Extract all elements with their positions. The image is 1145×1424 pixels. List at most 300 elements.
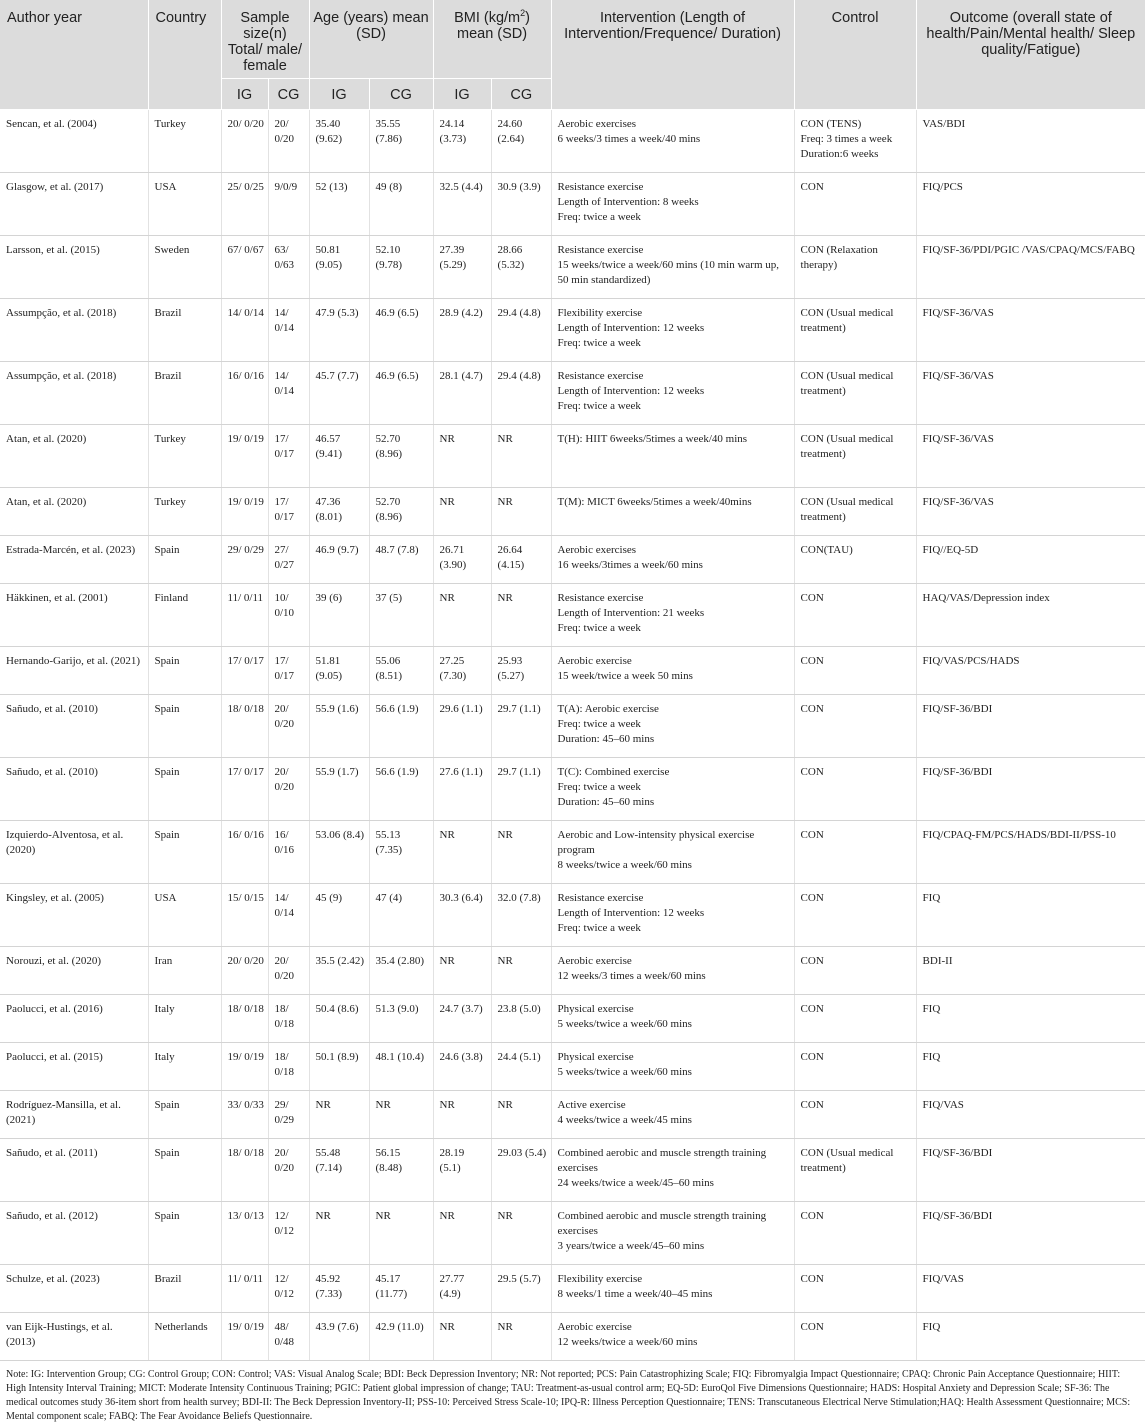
- intervention-line: Active exercise: [557, 1099, 626, 1111]
- age-ig-cell: 43.9 (7.6): [309, 1313, 369, 1361]
- sample-ig-cell: 18/ 0/18: [221, 1139, 268, 1202]
- intervention-line: Length of Intervention: 21 weeks: [557, 607, 705, 619]
- bmi-ig-cell: 32.5 (4.4): [433, 173, 491, 236]
- age-cg-cell: 46.9 (6.5): [369, 299, 433, 362]
- author-year-cell: Paolucci, et al. (2016): [0, 995, 148, 1043]
- control-line: CON: [800, 1099, 824, 1111]
- author-year-cell: Häkkinen, et al. (2001): [0, 584, 148, 647]
- intervention-line: T(H): HIIT 6weeks/5times a week/40 mins: [557, 433, 748, 445]
- country-cell: Turkey: [148, 488, 221, 536]
- table-row: [0, 425, 1145, 488]
- intervention-line: 5 weeks/twice a week/60 mins: [557, 1018, 692, 1030]
- header-sample-cg: CG: [268, 79, 309, 110]
- sample-ig-cell: 15/ 0/15: [221, 884, 268, 947]
- sample-ig-cell: 19/ 0/19: [221, 1313, 268, 1361]
- control-cell: [794, 362, 916, 425]
- author-year-cell: Kingsley, et al. (2005): [0, 884, 148, 947]
- control-cell: [794, 1139, 916, 1202]
- intervention-line: 8 weeks/twice a week/60 mins: [557, 859, 692, 871]
- table-row: [0, 1091, 1145, 1139]
- control-cell: [794, 758, 916, 821]
- sample-ig-cell: 19/ 0/19: [221, 1043, 268, 1091]
- age-cg-cell: NR: [369, 1091, 433, 1139]
- age-ig-cell: 35.40 (9.62): [309, 110, 369, 173]
- sample-cg-cell: 17/ 0/17: [268, 488, 309, 536]
- bmi-cg-cell: 30.9 (3.9): [491, 173, 551, 236]
- intervention-cell: [551, 584, 794, 647]
- bmi-ig-cell: 28.1 (4.7): [433, 362, 491, 425]
- table-header: [0, 0, 1145, 110]
- outcome-cell: FIQ/VAS/PCS/HADS: [916, 647, 1145, 695]
- sample-cg-cell: 10/ 0/10: [268, 584, 309, 647]
- age-cg-cell: 46.9 (6.5): [369, 362, 433, 425]
- age-ig-cell: 55.48 (7.14): [309, 1139, 369, 1202]
- bmi-cg-cell: 28.66 (5.32): [491, 236, 551, 299]
- bmi-cg-cell: NR: [491, 488, 551, 536]
- intervention-cell: [551, 173, 794, 236]
- intervention-line: Physical exercise: [557, 1051, 634, 1063]
- intervention-cell: [551, 299, 794, 362]
- sample-ig-cell: 16/ 0/16: [221, 362, 268, 425]
- control-cell: [794, 1091, 916, 1139]
- control-line: CON: [800, 1210, 824, 1222]
- control-cell: [794, 536, 916, 584]
- table-row: [0, 488, 1145, 536]
- bmi-ig-cell: 27.25 (7.30): [433, 647, 491, 695]
- age-cg-cell: NR: [369, 1202, 433, 1265]
- table-row: [0, 947, 1145, 995]
- country-cell: Spain: [148, 1202, 221, 1265]
- header-bmi-cg: CG: [491, 79, 551, 110]
- sample-cg-cell: 12/ 0/12: [268, 1265, 309, 1313]
- intervention-line: Length of Intervention: 12 weeks: [557, 907, 705, 919]
- age-cg-cell: 45.17 (11.77): [369, 1265, 433, 1313]
- bmi-cg-cell: 32.0 (7.8): [491, 884, 551, 947]
- country-cell: Turkey: [148, 425, 221, 488]
- age-ig-cell: 50.81 (9.05): [309, 236, 369, 299]
- age-ig-cell: 45 (9): [309, 884, 369, 947]
- author-year-cell: Schulze, et al. (2023): [0, 1265, 148, 1313]
- country-cell: USA: [148, 884, 221, 947]
- header-age: Age (years) mean (SD): [309, 0, 433, 79]
- table-row: [0, 695, 1145, 758]
- table-body: [0, 110, 1145, 1361]
- bmi-ig-cell: NR: [433, 1202, 491, 1265]
- country-cell: Brazil: [148, 1265, 221, 1313]
- age-cg-cell: 51.3 (9.0): [369, 995, 433, 1043]
- control-line: CON: [800, 1321, 824, 1333]
- bmi-ig-cell: NR: [433, 821, 491, 884]
- age-ig-cell: 55.9 (1.7): [309, 758, 369, 821]
- control-line: CON: [800, 829, 824, 841]
- bmi-ig-cell: 27.6 (1.1): [433, 758, 491, 821]
- country-cell: Spain: [148, 695, 221, 758]
- intervention-cell: [551, 1139, 794, 1202]
- author-year-cell: Estrada-Marcén, et al. (2023): [0, 536, 148, 584]
- table-row: [0, 299, 1145, 362]
- sample-ig-cell: 25/ 0/25: [221, 173, 268, 236]
- sample-ig-cell: 29/ 0/29: [221, 536, 268, 584]
- outcome-cell: FIQ: [916, 995, 1145, 1043]
- country-cell: Spain: [148, 821, 221, 884]
- intervention-line: 12 weeks/twice a week/60 mins: [557, 1336, 698, 1348]
- intervention-line: Aerobic exercise: [557, 655, 632, 667]
- sample-ig-cell: 19/ 0/19: [221, 425, 268, 488]
- bmi-ig-cell: NR: [433, 1091, 491, 1139]
- bmi-cg-cell: 29.4 (4.8): [491, 362, 551, 425]
- intervention-line: 24 weeks/twice a week/45–60 mins: [557, 1177, 714, 1189]
- bmi-ig-cell: NR: [433, 947, 491, 995]
- age-ig-cell: 52 (13): [309, 173, 369, 236]
- intervention-line: Resistance exercise: [557, 181, 644, 193]
- sample-ig-cell: 19/ 0/19: [221, 488, 268, 536]
- age-cg-cell: 49 (8): [369, 173, 433, 236]
- age-cg-cell: 55.13 (7.35): [369, 821, 433, 884]
- age-ig-cell: NR: [309, 1091, 369, 1139]
- table-row: [0, 1043, 1145, 1091]
- age-cg-cell: 37 (5): [369, 584, 433, 647]
- control-cell: [794, 425, 916, 488]
- author-year-cell: Sañudo, et al. (2010): [0, 695, 148, 758]
- table-row: [0, 110, 1145, 173]
- bmi-cg-cell: NR: [491, 821, 551, 884]
- author-year-cell: Izquierdo-Alventosa, et al. (2020): [0, 821, 148, 884]
- bmi-ig-cell: 30.3 (6.4): [433, 884, 491, 947]
- bmi-cg-cell: 29.03 (5.4): [491, 1139, 551, 1202]
- bmi-cg-cell: 29.5 (5.7): [491, 1265, 551, 1313]
- bmi-cg-cell: 29.7 (1.1): [491, 758, 551, 821]
- control-line: CON: [800, 955, 824, 967]
- intervention-cell: [551, 695, 794, 758]
- outcome-cell: FIQ//EQ-5D: [916, 536, 1145, 584]
- sample-ig-cell: 11/ 0/11: [221, 584, 268, 647]
- sample-cg-cell: 20/ 0/20: [268, 947, 309, 995]
- intervention-line: 8 weeks/1 time a week/40–45 mins: [557, 1288, 713, 1300]
- intervention-line: Freq: twice a week: [557, 781, 641, 793]
- author-year-cell: Larsson, et al. (2015): [0, 236, 148, 299]
- intervention-line: Freq: twice a week: [557, 400, 641, 412]
- intervention-line: Aerobic exercises: [557, 544, 637, 556]
- intervention-line: Length of Intervention: 8 weeks: [557, 196, 699, 208]
- sample-cg-cell: 20/ 0/20: [268, 1139, 309, 1202]
- intervention-cell: [551, 1202, 794, 1265]
- control-cell: [794, 236, 916, 299]
- intervention-line: Freq: twice a week: [557, 622, 641, 634]
- intervention-cell: [551, 947, 794, 995]
- country-cell: USA: [148, 173, 221, 236]
- age-ig-cell: 45.7 (7.7): [309, 362, 369, 425]
- author-year-cell: Sañudo, et al. (2011): [0, 1139, 148, 1202]
- outcome-cell: FIQ/SF-36/BDI: [916, 695, 1145, 758]
- bmi-ig-cell: NR: [433, 488, 491, 536]
- age-cg-cell: 56.15 (8.48): [369, 1139, 433, 1202]
- outcome-cell: FIQ/SF-36/PDI/PGIC /VAS/CPAQ/MCS/FABQ: [916, 236, 1145, 299]
- intervention-cell: [551, 488, 794, 536]
- author-year-cell: Glasgow, et al. (2017): [0, 173, 148, 236]
- age-cg-cell: 56.6 (1.9): [369, 695, 433, 758]
- age-cg-cell: 47 (4): [369, 884, 433, 947]
- sample-cg-cell: 14/ 0/14: [268, 884, 309, 947]
- bmi-cg-cell: 26.64 (4.15): [491, 536, 551, 584]
- intervention-line: Aerobic and Low-intensity physical exercise program: [557, 829, 755, 856]
- bmi-ig-cell: NR: [433, 1313, 491, 1361]
- age-ig-cell: NR: [309, 1202, 369, 1265]
- control-line: CON: [800, 766, 824, 778]
- intervention-cell: [551, 362, 794, 425]
- control-line: CON (Usual medical treatment): [800, 496, 894, 523]
- country-cell: Brazil: [148, 362, 221, 425]
- intervention-line: Freq: twice a week: [557, 718, 641, 730]
- table-row: [0, 173, 1145, 236]
- control-cell: [794, 1265, 916, 1313]
- outcome-cell: FIQ: [916, 1313, 1145, 1361]
- intervention-line: Aerobic exercise: [557, 955, 632, 967]
- control-cell: [794, 1043, 916, 1091]
- control-line: Freq: 3 times a week: [800, 133, 893, 145]
- age-ig-cell: 47.36 (8.01): [309, 488, 369, 536]
- intervention-cell: [551, 995, 794, 1043]
- intervention-line: T(C): Combined exercise: [557, 766, 670, 778]
- control-line: CON: [800, 592, 824, 604]
- author-year-cell: Sañudo, et al. (2012): [0, 1202, 148, 1265]
- intervention-line: Resistance exercise: [557, 592, 644, 604]
- sample-ig-cell: 20/ 0/20: [221, 947, 268, 995]
- author-year-cell: Sañudo, et al. (2010): [0, 758, 148, 821]
- sample-ig-cell: 18/ 0/18: [221, 695, 268, 758]
- outcome-cell: HAQ/VAS/Depression index: [916, 584, 1145, 647]
- sample-cg-cell: 63/ 0/63: [268, 236, 309, 299]
- intervention-line: T(M): MICT 6weeks/5times a week/40mins: [557, 496, 752, 508]
- control-line: CON: [800, 655, 824, 667]
- table-row: [0, 1202, 1145, 1265]
- control-line: CON (Relaxation therapy): [800, 244, 878, 271]
- age-cg-cell: 56.6 (1.9): [369, 758, 433, 821]
- bmi-cg-cell: 29.7 (1.1): [491, 695, 551, 758]
- country-cell: Iran: [148, 947, 221, 995]
- author-year-cell: Assumpção, et al. (2018): [0, 299, 148, 362]
- intervention-line: Aerobic exercises: [557, 118, 637, 130]
- intervention-line: Resistance exercise: [557, 244, 644, 256]
- outcome-cell: FIQ/SF-36/VAS: [916, 488, 1145, 536]
- intervention-line: 15 weeks/twice a week/60 mins (10 min warm up, 50 min standardized): [557, 259, 780, 286]
- intervention-cell: [551, 1313, 794, 1361]
- sample-cg-cell: 12/ 0/12: [268, 1202, 309, 1265]
- intervention-cell: [551, 110, 794, 173]
- author-year-cell: Atan, et al. (2020): [0, 425, 148, 488]
- bmi-cg-cell: 23.8 (5.0): [491, 995, 551, 1043]
- age-cg-cell: 52.10 (9.78): [369, 236, 433, 299]
- author-year-cell: Atan, et al. (2020): [0, 488, 148, 536]
- control-cell: [794, 695, 916, 758]
- outcome-cell: FIQ/SF-36/VAS: [916, 299, 1145, 362]
- country-cell: Italy: [148, 995, 221, 1043]
- sample-cg-cell: 16/ 0/16: [268, 821, 309, 884]
- intervention-line: Aerobic exercise: [557, 1321, 632, 1333]
- header-sample-ig: IG: [221, 79, 268, 110]
- control-cell: [794, 1313, 916, 1361]
- header-outcome: Outcome (overall state of health/Pain/Mental health/ Sleep quality/Fatigue): [916, 0, 1145, 110]
- sample-cg-cell: 17/ 0/17: [268, 647, 309, 695]
- intervention-line: Combined aerobic and muscle strength training exercises: [557, 1210, 767, 1237]
- bmi-cg-cell: 29.4 (4.8): [491, 299, 551, 362]
- bmi-ig-cell: 24.6 (3.8): [433, 1043, 491, 1091]
- bmi-ig-cell: 27.39 (5.29): [433, 236, 491, 299]
- intervention-line: 16 weeks/3times a week/60 mins: [557, 559, 703, 571]
- age-ig-cell: 39 (6): [309, 584, 369, 647]
- sample-cg-cell: 18/ 0/18: [268, 1043, 309, 1091]
- bmi-cg-cell: NR: [491, 1091, 551, 1139]
- sample-cg-cell: 9/0/9: [268, 173, 309, 236]
- table-row: [0, 647, 1145, 695]
- age-cg-cell: 52.70 (8.96): [369, 425, 433, 488]
- bmi-cg-cell: 24.60 (2.64): [491, 110, 551, 173]
- intervention-line: Flexibility exercise: [557, 307, 643, 319]
- bmi-ig-cell: 24.7 (3.7): [433, 995, 491, 1043]
- outcome-cell: FIQ/SF-36/BDI: [916, 1202, 1145, 1265]
- bmi-ig-cell: 27.77 (4.9): [433, 1265, 491, 1313]
- sample-ig-cell: 11/ 0/11: [221, 1265, 268, 1313]
- header-age-ig: IG: [309, 79, 369, 110]
- sample-cg-cell: 17/ 0/17: [268, 425, 309, 488]
- age-ig-cell: 50.4 (8.6): [309, 995, 369, 1043]
- table-row: [0, 758, 1145, 821]
- control-cell: [794, 299, 916, 362]
- age-cg-cell: 55.06 (8.51): [369, 647, 433, 695]
- age-ig-cell: 47.9 (5.3): [309, 299, 369, 362]
- intervention-line: 6 weeks/3 times a week/40 mins: [557, 133, 701, 145]
- outcome-cell: FIQ/SF-36/VAS: [916, 425, 1145, 488]
- outcome-cell: FIQ: [916, 1043, 1145, 1091]
- sample-ig-cell: 14/ 0/14: [221, 299, 268, 362]
- outcome-cell: FIQ/SF-36/BDI: [916, 758, 1145, 821]
- country-cell: Spain: [148, 1091, 221, 1139]
- header-country: Country: [148, 0, 221, 110]
- table-row: [0, 995, 1145, 1043]
- outcome-cell: FIQ/SF-36/BDI: [916, 1139, 1145, 1202]
- intervention-cell: [551, 1043, 794, 1091]
- bmi-ig-cell: 26.71 (3.90): [433, 536, 491, 584]
- sample-ig-cell: 17/ 0/17: [221, 647, 268, 695]
- age-ig-cell: 51.81 (9.05): [309, 647, 369, 695]
- bmi-ig-cell: NR: [433, 584, 491, 647]
- age-ig-cell: 53.06 (8.4): [309, 821, 369, 884]
- age-ig-cell: 46.57 (9.41): [309, 425, 369, 488]
- header-bmi-ig: IG: [433, 79, 491, 110]
- bmi-ig-cell: NR: [433, 425, 491, 488]
- author-year-cell: Assumpção, et al. (2018): [0, 362, 148, 425]
- control-line: CON: [800, 1273, 824, 1285]
- outcome-cell: FIQ/SF-36/VAS: [916, 362, 1145, 425]
- control-line: CON: [800, 1003, 824, 1015]
- bmi-cg-cell: NR: [491, 584, 551, 647]
- age-ig-cell: 45.92 (7.33): [309, 1265, 369, 1313]
- age-cg-cell: 35.55 (7.86): [369, 110, 433, 173]
- age-ig-cell: 46.9 (9.7): [309, 536, 369, 584]
- header-row: [0, 0, 1145, 79]
- control-cell: [794, 584, 916, 647]
- outcome-cell: BDI-II: [916, 947, 1145, 995]
- age-ig-cell: 50.1 (8.9): [309, 1043, 369, 1091]
- table-row: [0, 1313, 1145, 1361]
- age-cg-cell: 48.7 (7.8): [369, 536, 433, 584]
- header-bmi-superscript: 2: [520, 8, 526, 19]
- sample-ig-cell: 67/ 0/67: [221, 236, 268, 299]
- country-cell: Spain: [148, 647, 221, 695]
- control-line: CON (Usual medical treatment): [800, 1147, 894, 1174]
- table-row: [0, 1139, 1145, 1202]
- intervention-line: Length of Intervention: 12 weeks: [557, 322, 705, 334]
- table-row: [0, 821, 1145, 884]
- author-year-cell: Rodríguez-Mansilla, et al. (2021): [0, 1091, 148, 1139]
- intervention-line: Length of Intervention: 12 weeks: [557, 385, 705, 397]
- sample-cg-cell: 20/ 0/20: [268, 758, 309, 821]
- bmi-cg-cell: NR: [491, 947, 551, 995]
- bmi-cg-cell: 25.93 (5.27): [491, 647, 551, 695]
- header-sample-size: Sample size(n) Total/ male/ female: [221, 0, 309, 79]
- sample-cg-cell: 14/ 0/14: [268, 299, 309, 362]
- intervention-line: 15 week/twice a week 50 mins: [557, 670, 693, 682]
- header-bmi: [433, 0, 551, 79]
- bmi-ig-cell: 29.6 (1.1): [433, 695, 491, 758]
- outcome-cell: FIQ/PCS: [916, 173, 1145, 236]
- intervention-cell: [551, 884, 794, 947]
- sample-ig-cell: 16/ 0/16: [221, 821, 268, 884]
- country-cell: Spain: [148, 758, 221, 821]
- outcome-cell: VAS/BDI: [916, 110, 1145, 173]
- sample-ig-cell: 17/ 0/17: [221, 758, 268, 821]
- intervention-line: Freq: twice a week: [557, 922, 641, 934]
- table-row: [0, 884, 1145, 947]
- country-cell: Finland: [148, 584, 221, 647]
- intervention-line: Freq: twice a week: [557, 337, 641, 349]
- sample-ig-cell: 33/ 0/33: [221, 1091, 268, 1139]
- author-year-cell: Hernando-Garijo, et al. (2021): [0, 647, 148, 695]
- control-line: CON: [800, 1051, 824, 1063]
- control-cell: [794, 947, 916, 995]
- intervention-line: Resistance exercise: [557, 370, 644, 382]
- intervention-line: Freq: twice a week: [557, 211, 641, 223]
- sample-cg-cell: 48/ 0/48: [268, 1313, 309, 1361]
- sample-cg-cell: 29/ 0/29: [268, 1091, 309, 1139]
- control-line: CON (Usual medical treatment): [800, 433, 894, 460]
- sample-cg-cell: 27/ 0/27: [268, 536, 309, 584]
- control-cell: [794, 488, 916, 536]
- control-line: CON (Usual medical treatment): [800, 370, 894, 397]
- country-cell: Netherlands: [148, 1313, 221, 1361]
- intervention-line: Flexibility exercise: [557, 1273, 643, 1285]
- intervention-cell: [551, 236, 794, 299]
- intervention-cell: [551, 425, 794, 488]
- country-cell: Spain: [148, 536, 221, 584]
- country-cell: Italy: [148, 1043, 221, 1091]
- bmi-cg-cell: NR: [491, 1313, 551, 1361]
- bmi-ig-cell: 28.9 (4.2): [433, 299, 491, 362]
- control-line: CON (TENS): [800, 118, 862, 130]
- intervention-line: T(A): Aerobic exercise: [557, 703, 659, 715]
- bmi-ig-cell: 28.19 (5.1): [433, 1139, 491, 1202]
- header-bmi-suffix: ) mean (SD): [456, 10, 530, 42]
- sample-cg-cell: 20/ 0/20: [268, 110, 309, 173]
- country-cell: Brazil: [148, 299, 221, 362]
- sample-ig-cell: 13/ 0/13: [221, 1202, 268, 1265]
- outcome-cell: FIQ/VAS: [916, 1091, 1145, 1139]
- header-age-cg: CG: [369, 79, 433, 110]
- age-ig-cell: 35.5 (2.42): [309, 947, 369, 995]
- age-cg-cell: 35.4 (2.80): [369, 947, 433, 995]
- intervention-line: Physical exercise: [557, 1003, 634, 1015]
- bmi-cg-cell: NR: [491, 425, 551, 488]
- intervention-cell: [551, 758, 794, 821]
